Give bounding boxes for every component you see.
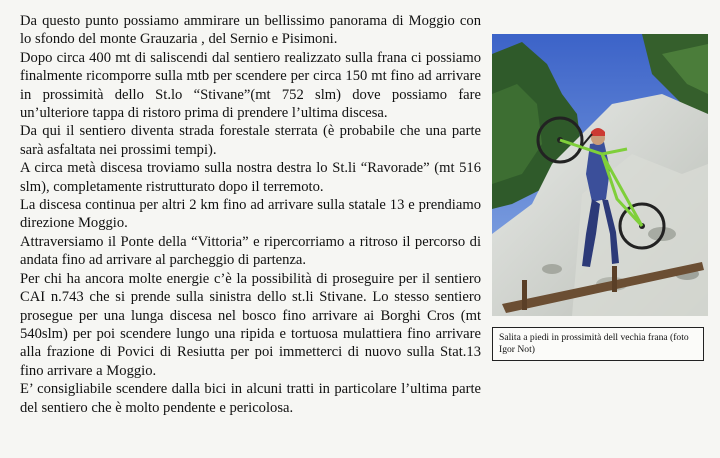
paragraph: Da qui il sentiero diventa strada forestale sterrata (è probabile che una parte sarà asfaltata nei prossimi tempi). — [20, 123, 481, 158]
paragraph: La discesa continua per altri 2 km fino ad arrivare sulla statale 13 e prendiamo direzione Moggio. — [20, 197, 481, 232]
paragraph: E’ consigliabile scendere dalla bici in alcuni tratti in particolare l’ultima parte del sentiero che è molto pendente e pericolosa. — [20, 381, 481, 416]
photo-caption: Salita a piedi in prossimità dell vechia frana (foto Igor Not) — [492, 327, 704, 361]
paragraph: Per chi ha ancora molte energie c’è la possibilità di proseguire per il sentiero CAI n.743 che si prende sulla sinistra dello st.li Stivane. Lo stesso sentiero prosegue per una lunga discesa nel bosco fino arrivare ai Borghi Cros (mt 540slm) per poi scendere lungo una ripida e tortuosa mulattiera fino arrivare alla frazione di Povici di Resiutta per poi immetterci di nuovo sulla Stat.13 fino arrivare a Moggio. — [20, 270, 481, 379]
paragraph: A circa metà discesa troviamo sulla nostra destra lo St.li “Ravorade” (mt 516 slm), completamente ristrutturato dopo il terremoto. — [20, 160, 481, 195]
photo-illustration — [492, 34, 708, 316]
paragraph: Dopo circa 400 mt di saliscendi dal sentiero realizzato sulla frana ci possiamo finalmente ricomporre sulla mtb per scendere per circa 150 mt fino ad arrivare in prossimità dello St.lo “Stivane”(mt 752 slm) dove possiamo fare un’ulteriore tappa di ristoro prima di prendere l’ultima discesa. — [20, 49, 481, 122]
mountain-bike-photo — [492, 34, 708, 316]
article-text — [20, 12, 481, 417]
paragraph: Attraversiamo il Ponte della “Vittoria” e ripercorriamo a ritroso il percorso di andata fino ad arrivare al parcheggio di partenza. — [20, 233, 481, 269]
paragraph: Da questo punto possiamo ammirare un bellissimo panorama di Moggio con lo sfondo del monte Grauzaria , del Sernio e Pisimoni. — [20, 13, 481, 48]
